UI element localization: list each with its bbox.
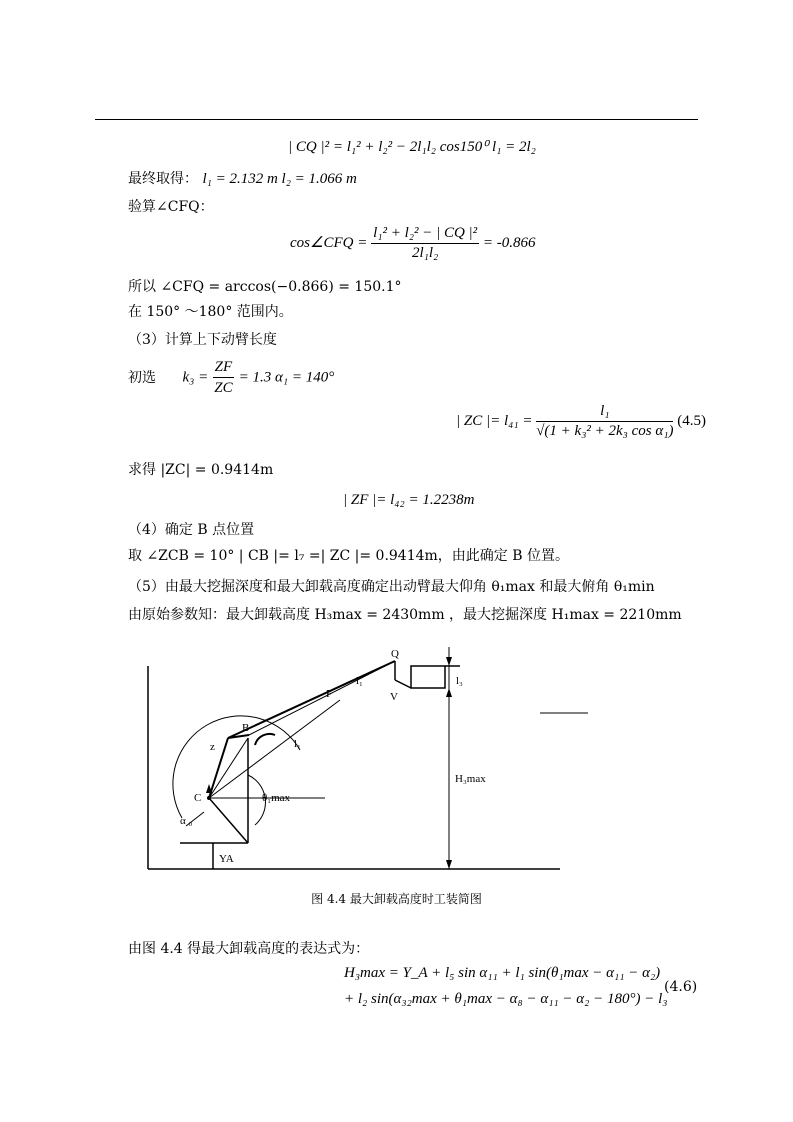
fig-label-theta: θ₁max xyxy=(262,792,291,804)
figure-caption: 图 4.4 最大卸载高度时工装简图 xyxy=(311,892,482,906)
fig-bucket xyxy=(411,666,445,688)
fig-label-v: V xyxy=(390,691,398,703)
eq2-numerator: l₁² + l₂² − | CQ |² xyxy=(371,225,479,244)
equation-h3max-line2: + l₂ sin(α₃₂max + θ₁max − α₈ − α₁₁ − α₂ − 180°) − l₃ xyxy=(344,991,668,1007)
fig-label-ya: YA xyxy=(219,853,234,865)
eq4-lhs: | ZC |= l₄₁ = xyxy=(456,413,533,429)
found-line: 求得 |ZC| = 0.9414m xyxy=(128,462,274,478)
fig-label-l1: l₁ xyxy=(294,738,301,750)
fig-label-q: Q xyxy=(391,648,399,660)
eq3-rhs: = 1.3 α₁ = 140° xyxy=(238,369,335,386)
eq3-lhs: k₃ = xyxy=(182,369,209,386)
eq2-lhs: cos∠CFQ = xyxy=(290,234,368,251)
eq3-denominator: ZC xyxy=(214,380,233,396)
params-line: 由原始参数知：最大卸载高度 H₃max = 2430mm ，最大挖掘深度 H₁max = 2210mm xyxy=(128,607,682,623)
fig-label-f: F xyxy=(326,688,333,700)
eq6-tag: (4.6) xyxy=(664,979,698,995)
eq3-numerator: ZF xyxy=(213,358,235,378)
eq4-numerator: l₁ xyxy=(536,403,673,422)
fig-point-c xyxy=(207,796,211,800)
eq4-denominator: √(1 + k₃² + 2k₃ cos α₁) xyxy=(536,423,674,439)
step4-heading: （4）确定 B 点位置 xyxy=(128,522,255,538)
fig-label-c: C xyxy=(194,792,202,804)
fig-label-l-top: l₁ xyxy=(356,675,363,687)
fig-q-tip xyxy=(395,680,411,688)
check-line: 验算∠CFQ： xyxy=(128,199,214,215)
initial-label: 初选 xyxy=(128,369,156,386)
fig-upper-arm-inner xyxy=(249,661,395,735)
fig-arrow-bottom xyxy=(446,860,452,869)
step3-heading: （3）计算上下动臂长度 xyxy=(128,332,277,348)
take-line: 取 ∠ZCB = 10° | CB |= l₇ =| ZC |= 0.9414m，由此确定 B 位置。 xyxy=(128,548,569,564)
fig-upper-arm xyxy=(228,661,395,738)
eq2-rhs: = -0.866 xyxy=(482,234,536,251)
fig-label-h: H₃max xyxy=(455,773,486,785)
fig-arrow-top xyxy=(446,657,452,666)
eq4-tag: (4.5) xyxy=(677,413,706,429)
eq2-denominator: 2l₁l₂ xyxy=(411,245,439,261)
fig-label-l3: l₃ xyxy=(456,675,463,687)
fig-arc-b xyxy=(255,734,275,745)
result-label: 最终取得： xyxy=(128,171,198,187)
result-equation: l₁ = 2.132 m l₂ = 1.066 m xyxy=(202,171,357,187)
equation-zf: | ZF |= l₄₂ = 1.2238m xyxy=(343,492,475,508)
from-figure-line: 由图 4.4 得最大卸载高度的表达式为： xyxy=(128,941,370,957)
fig-label-z: z xyxy=(210,741,215,753)
fig-lower-link xyxy=(209,798,248,843)
fig-label-alpha: α ₀ xyxy=(180,815,193,827)
so-line: 所以 ∠CFQ = arccos(−0.866) = 150.1° xyxy=(128,279,402,295)
fig-label-b: B xyxy=(242,722,250,734)
fig-diag-l1 xyxy=(209,700,340,798)
equation-cq: | CQ |² = l₁² + l₂² − 2l₁l₂ cos150⁰ l₁ = 2l₂ xyxy=(288,139,536,155)
equation-h3max-line1: H₃max = Y_A + l₅ sin α₁₁ + l₁ sin(θ₁max − α₁₁ − α₂) xyxy=(344,965,661,981)
range-line: 在 150° ～180° 范围内。 xyxy=(128,304,293,320)
fig-arrow-mid xyxy=(446,688,452,697)
step5-heading: （5）由最大挖掘深度和最大卸载高度确定出动臂最大仰角 θ₁max 和最大俯角 θ₁min xyxy=(128,579,655,595)
